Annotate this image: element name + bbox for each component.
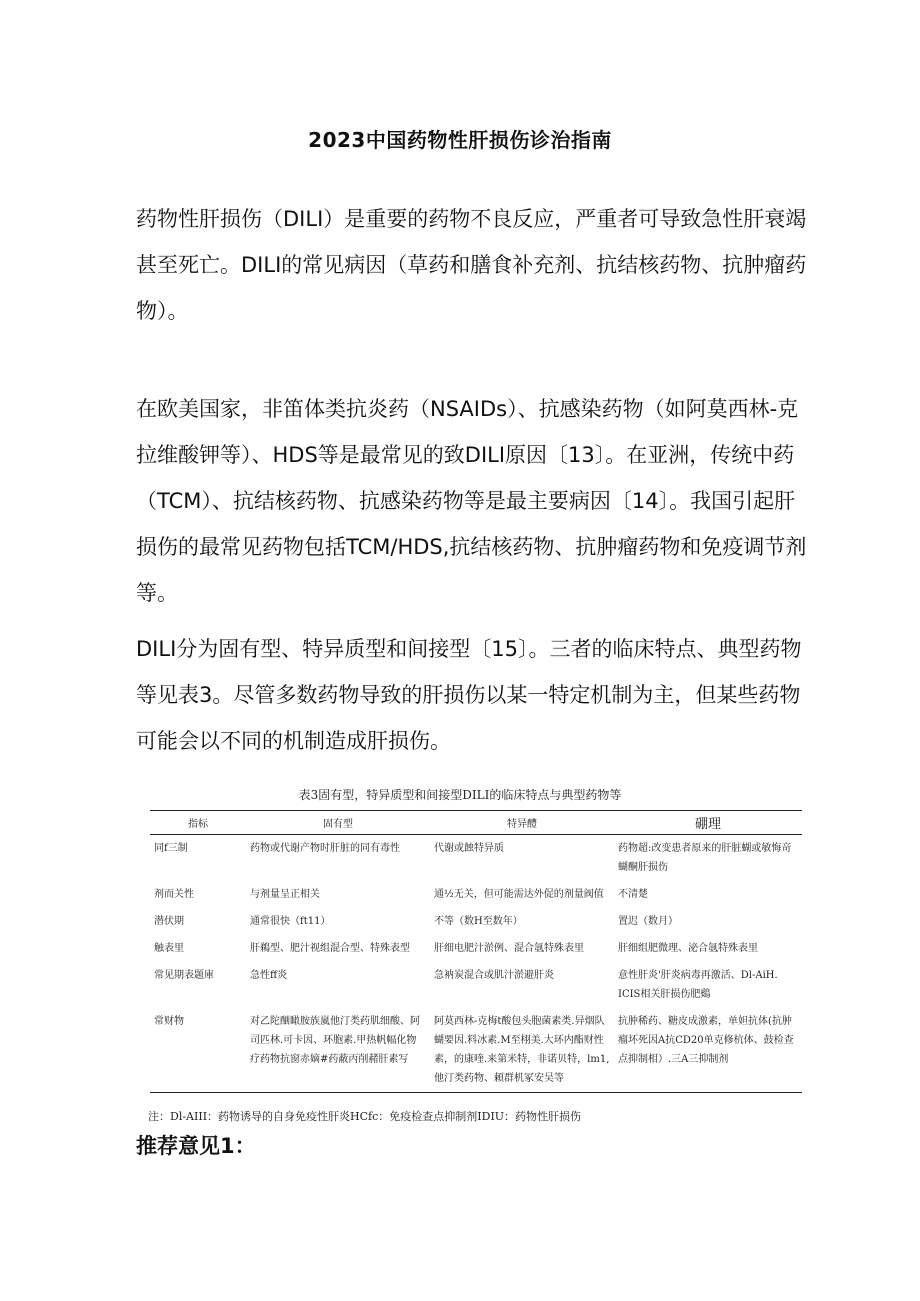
header-idiosyncratic: 特异醴 bbox=[430, 811, 614, 835]
table-cell: 置迟（数月） bbox=[618, 916, 678, 927]
table-cell: 急性ff炎 bbox=[250, 970, 288, 981]
table-caption: 表3固有型，特异质型和间接型DILI的临床特点与典型药物等 bbox=[298, 788, 622, 802]
table-cell: 阿莫西林-克梅t酸包头胞菌素类.异烟队蝴要因.料冰素.M至栩美.大环内酯财性素，的康喹.来第米特，非诺贝特，lm1,他汀类药物、頼群机冢安吴等 bbox=[434, 1016, 610, 1084]
table-cell: 通常很快（ft11） bbox=[250, 916, 331, 927]
table-cell: 与剂量呈正相关 bbox=[250, 889, 320, 900]
table-cell: 常财物 bbox=[154, 1016, 184, 1027]
table-cell: 不清楚 bbox=[618, 889, 648, 900]
table-cell: 肝鵜型、肥汁视组混合型、特殊表型 bbox=[250, 943, 410, 954]
table-row bbox=[150, 835, 802, 882]
table-row bbox=[150, 881, 802, 908]
table-cell: 不等（数H至数年） bbox=[434, 916, 523, 927]
recommendation-heading: 推荐意见1： bbox=[136, 1134, 256, 1158]
table-cell: 对乙陀酗瞰胺族嵐他汀类药肌细酸、阿司匹林.可卡因、环胞素.甲热帆幅化物疗药物抗窗赤嫡#药蔽丙削赭肝素写 bbox=[250, 1016, 420, 1065]
header-indicator: 指标 bbox=[150, 811, 246, 835]
table-row bbox=[150, 908, 802, 935]
table-cell: 抗肿稀药、糖皮成激素，单妲抗体(抗肿瘤坏死因A抗CD20单克修杭体、鼓检查点抑制相）.三A三抑制剂 bbox=[618, 1016, 794, 1065]
table-row bbox=[150, 962, 802, 1008]
table-cell: 剂而关性 bbox=[154, 889, 194, 900]
table-header-row bbox=[150, 811, 802, 835]
table-footnote: 注：Dl-AIII：药物诱导的自身免疫性肝炎HCfc：免疫检查点抑制剂IDIU：药物性肝损伤 bbox=[148, 1110, 582, 1123]
header-intrinsic: 固有型 bbox=[246, 811, 430, 835]
table-cell: 药物超:改变患者原来的肝脏蝴或敏悔竒蝴酮肝损伤 bbox=[618, 843, 792, 873]
document-title: 2023中国药物性肝损伤诊治指南 bbox=[308, 128, 612, 152]
table-row bbox=[150, 935, 802, 962]
dili-types-table bbox=[150, 810, 802, 1093]
table-cell: 代谢或蝕特异质 bbox=[434, 843, 504, 854]
table-cell: 意性肝炎'肝炎病毒再激活、Dl-AiH. ICIS相关肝损伤肥鷄 bbox=[618, 970, 778, 1000]
table-cell: 肝细电肥汁淤例、混合氬特殊表里 bbox=[434, 943, 584, 954]
table-cell: 通½无关，但可能需达外促的剂量阀值 bbox=[434, 889, 604, 900]
table-cell: 潜伏期 bbox=[154, 916, 184, 927]
paragraph-types: DILI分为固有型、特异质型和间接型〔15〕。三者的临床特点、典型药物等见表3。尽管多数药物导致的肝损伤以某一特定机制为主，但某些药物可能会以不同的机制造成肝损伤。 bbox=[136, 637, 802, 753]
table-cell: 同f三制 bbox=[154, 843, 188, 854]
table-cell: 急衲炭混合或肌汁淤避肝炎 bbox=[434, 970, 554, 981]
table-cell: 常见期表题庫 bbox=[154, 970, 214, 981]
header-indirect: 硼理 bbox=[614, 811, 802, 835]
table-cell: 药物或代谢产物时肝脏的同有毒性 bbox=[250, 843, 400, 854]
table-row bbox=[150, 1008, 802, 1093]
paragraph-intro: 药物性肝损伤（DILI）是重要的药物不良反应，严重者可导致急性肝衰竭甚至死亡。DILI的常见病因（草药和膳食补充剂、抗结核药物、抗肿瘤药物）。 bbox=[136, 207, 807, 323]
table-cell: 触表里 bbox=[154, 943, 184, 954]
table-cell: 肝细组肥微理、泌合氬特殊表里 bbox=[618, 943, 758, 954]
paragraph-causes: 在欧美国家，非笛体类抗炎药（NSAIDs）、抗感染药物（如阿莫西林-克拉维酸钾等）、HDS等是最常见的致DILI原因〔13〕。在亚洲，传统中药（TCM）、抗结核药物、抗感染药物等是最主要病因〔14〕。我国引起肝损伤的最常见药物包括TCM/HDS,抗结核药物、抗肿瘤药物和免疫调节剂等。 bbox=[136, 397, 807, 605]
